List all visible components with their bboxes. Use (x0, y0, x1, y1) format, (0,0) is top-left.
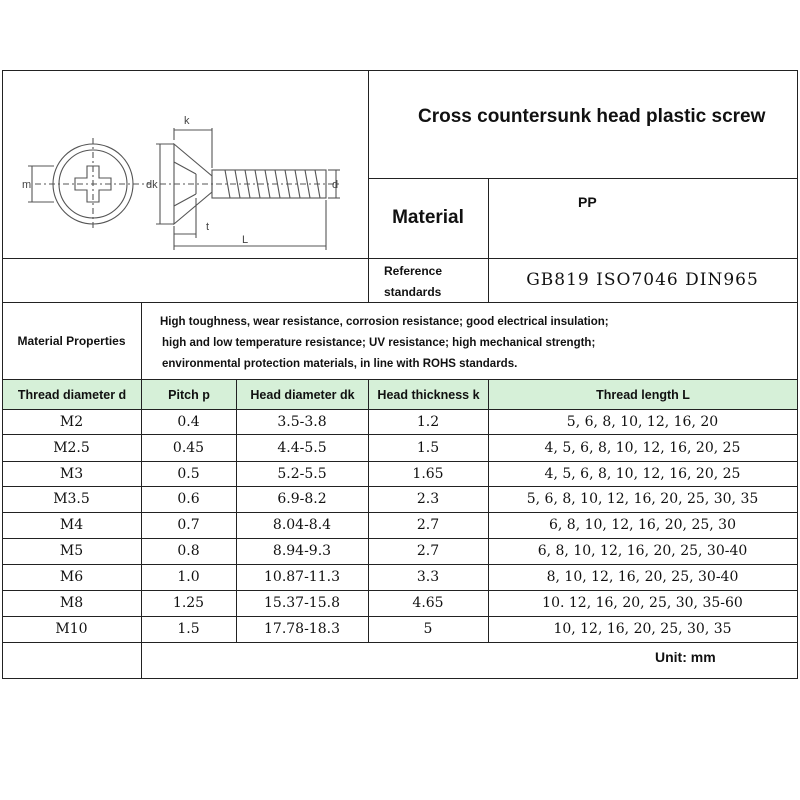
label-d: d (332, 179, 339, 191)
cell-thread-length: 6, 8, 10, 12, 16, 20, 25, 30 (548, 517, 736, 533)
cell-head-thickness: 1.65 (412, 465, 444, 482)
cell-head-diameter: 4.4-5.5 (277, 439, 327, 456)
cell-pitch: 1.0 (177, 569, 200, 585)
property-line-2: high and low temperature resistance; UV resistance; high mechanical strength; (162, 337, 596, 349)
cell-thread-length: 4, 5, 6, 8, 10, 12, 16, 20, 25 (544, 439, 741, 456)
cell-head-thickness: 2.7 (416, 543, 440, 559)
header-pitch: Pitch p (142, 380, 236, 409)
cell-pitch: 0.5 (177, 465, 200, 482)
cell-thread-diameter: M6 (59, 569, 84, 585)
label-k: k (184, 115, 190, 127)
cell-pitch: 0.6 (177, 491, 200, 507)
cell-thread-diameter: M5 (59, 543, 84, 559)
cell-thread-length: 5, 6, 8, 10, 12, 16, 20 (566, 413, 719, 430)
reference-label-line1: Reference (384, 264, 443, 278)
cell-head-diameter: 10.87-11.3 (264, 569, 340, 585)
header-thread-diameter: Thread diameter d (3, 380, 141, 409)
cell-head-thickness: 5 (423, 621, 433, 637)
cell-thread-diameter: M4 (59, 517, 84, 533)
cell-head-thickness: 1.5 (416, 439, 440, 456)
property-line-1: High toughness, wear resistance, corrosion resistance; good electrical insulation; (160, 316, 609, 328)
label-dk: dk (146, 179, 158, 191)
material-value: PP (578, 194, 597, 210)
cell-thread-diameter: M8 (59, 595, 84, 611)
reference-label (384, 261, 442, 303)
label-t: t (206, 221, 210, 233)
cell-thread-diameter: M3 (59, 465, 84, 482)
material-properties-label: Material Properties (17, 333, 126, 348)
cell-head-diameter: 5.2-5.5 (277, 465, 327, 482)
unit-label: Unit: mm (655, 649, 716, 665)
cell-head-diameter: 8.04-8.4 (272, 517, 332, 533)
cell-head-thickness: 4.65 (412, 595, 444, 611)
label-m: m (22, 179, 32, 191)
header-head-diameter: Head diameter dk (237, 380, 368, 409)
cell-thread-diameter: M2.5 (53, 439, 90, 456)
material-label: Material (392, 207, 464, 228)
cell-pitch: 0.7 (177, 517, 200, 533)
reference-label-line2: standards (384, 285, 442, 299)
cell-head-diameter: 8.94-9.3 (272, 543, 332, 559)
cell-thread-diameter: M2 (59, 413, 84, 430)
screw-drawing (10, 100, 360, 260)
cell-head-diameter: 17.78-18.3 (264, 621, 340, 637)
cell-thread-diameter: M3.5 (53, 491, 90, 507)
cell-pitch: 0.4 (177, 413, 200, 430)
cell-pitch: 1.25 (172, 595, 205, 611)
cell-head-diameter: 3.5-3.8 (277, 413, 327, 430)
cell-head-thickness: 3.3 (416, 569, 440, 585)
cell-thread-length: 10, 12, 16, 20, 25, 30, 35 (553, 621, 732, 637)
cell-head-thickness: 2.3 (416, 491, 440, 507)
property-line-3: environmental protection materials, in line with ROHS standards. (162, 358, 518, 370)
header-head-thickness: Head thickness k (369, 380, 488, 409)
cell-head-thickness: 1.2 (416, 413, 440, 430)
cell-thread-diameter: M10 (55, 621, 88, 637)
cell-head-thickness: 2.7 (416, 517, 440, 533)
cell-head-diameter: 6.9-8.2 (277, 491, 327, 507)
cell-thread-length: 4, 5, 6, 8, 10, 12, 16, 20, 25 (544, 465, 741, 482)
cell-thread-length: 6, 8, 10, 12, 16, 20, 25, 30-40 (537, 543, 748, 559)
cell-thread-length: 10. 12, 16, 20, 25, 30, 35-60 (542, 595, 743, 611)
product-title: Cross countersunk head plastic screw (418, 106, 766, 127)
cell-thread-length: 8, 10, 12, 16, 20, 25, 30-40 (546, 569, 739, 585)
cell-head-diameter: 15.37-15.8 (264, 595, 340, 611)
cell-thread-length: 5, 6, 8, 10, 12, 16, 20, 25, 30, 35 (526, 491, 759, 507)
cell-pitch: 1.5 (177, 621, 200, 637)
label-L: L (242, 234, 249, 246)
cell-pitch: 0.8 (177, 543, 200, 559)
cell-pitch: 0.45 (172, 439, 205, 456)
reference-standards-value: GB819 ISO7046 DIN965 (526, 270, 759, 290)
header-thread-length: Thread length L (489, 380, 797, 409)
